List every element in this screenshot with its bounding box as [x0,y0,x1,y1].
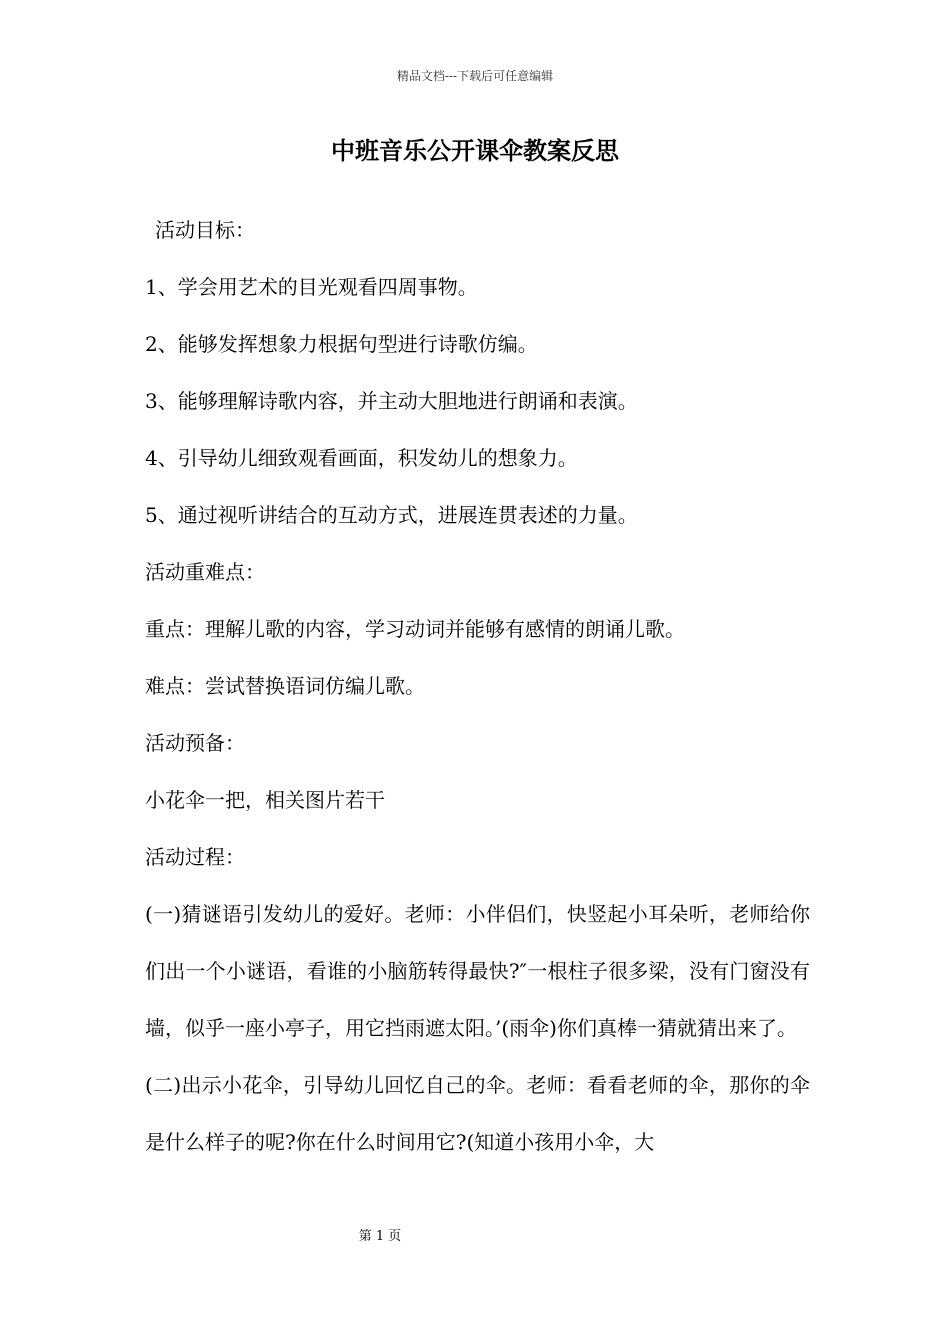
objective-item-2: 2、能够发挥想象力根据句型进行诗歌仿编。 [145,332,538,356]
key-point: 重点：理解儿歌的内容，学习动词并能够有感情的朗诵儿歌。 [145,617,685,641]
process-step-1: (一)猜谜语引发幼儿的爱好。老师：小伴侣们，快竖起小耳朵听，老师给你们出一个小谜语，看谁的小脑筋转得最快?″一根柱子很多梁，没有门窗没有墙，似乎一座小亭子，用它挡雨遮太阳。’(雨伞)你们真棒一猜就猜出来了。 [145,902,810,1040]
document-title: 中班音乐公开课伞教案反思 [331,136,619,165]
section-heading-preparation: 活动预备： [145,731,245,755]
page-number: 第 1 页 [358,1229,402,1244]
objective-item-1: 1、学会用艺术的目光观看四周事物。 [145,275,478,299]
objective-item-3: 3、能够理解诗歌内容，并主动大胆地进行朗诵和表演。 [145,389,638,413]
preparation-text: 小花伞一把，相关图片若干 [145,788,385,812]
page-header: 精品文档---下载后可任意编辑 [396,69,554,83]
section-heading-key-points: 活动重难点： [145,560,265,584]
section-heading-process: 活动过程： [145,845,245,869]
difficult-point: 难点：尝试替换语词仿编儿歌。 [145,674,425,698]
objective-item-4: 4、引导幼儿细致观看画面，积发幼儿的想象力。 [145,446,578,470]
process-step-2: (二)出示小花伞，引导幼儿回忆自己的伞。老师：看看老师的伞，那你的伞是什么样子的呢?你在什么时间用它?(知道小孩用小伞，大 [145,1073,810,1154]
objective-item-5: 5、通过视听讲结合的互动方式，进展连贯表述的力量。 [145,503,638,527]
document-body [145,202,810,1171]
section-heading-objectives: 活动目标： [155,218,255,242]
